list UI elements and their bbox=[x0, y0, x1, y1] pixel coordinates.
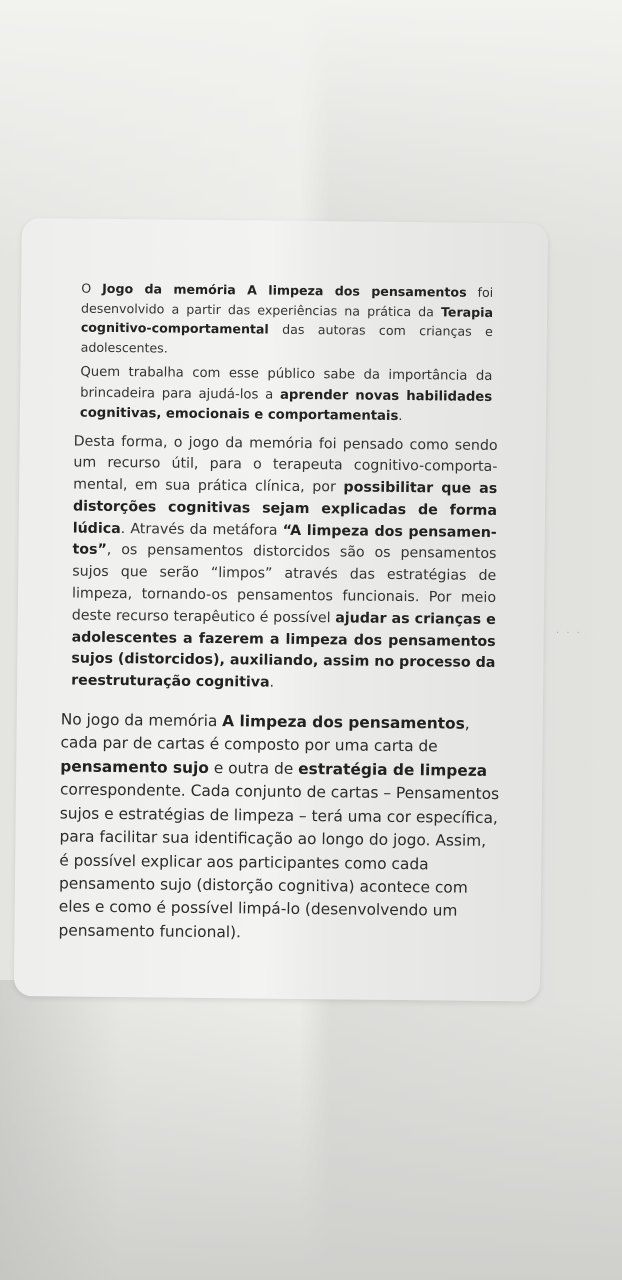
card-text-block bbox=[58, 279, 500, 947]
card-paragraph-1: O Jogo da memória A limpeza dos pensamentos foi desenvolvido a partir das experiências na prática da Terapia cognitivo-comportamental das autoras com crianças e adolescentes. bbox=[80, 280, 494, 356]
card-paragraph-2: Quem trabalha com esse público sabe da importância da brincadeira para ajudá-los a aprender novas habilidades cognitivas, emocionais e comportamentais. bbox=[79, 364, 493, 424]
card-paragraph-3: Desta forma, o jogo da memória foi pensado como sendo um recurso útil, para o terapeuta cognitivo-comportamental, em sua prática clínica, por possibilitar que as distorções cognitivas sejam explicadas de forma lúdica. Através da metáfora “A limpeza dos pensamentos”, os pensamentos distorcidos são os pensamentos sujos que serão “limpos” através das estratégias de limpeza, tornando-os pensamentos funcionais. Por meio deste recurso terapêutico é possível ajudar as crianças e adolescentes a fazerem a limpeza dos pensamentos sujos (distorcidos), auxiliando, assim no processo da reestruturação cognitiva. bbox=[71, 433, 498, 691]
card-paragraph-4: No jogo da memória A limpeza dos pensamentos, cada par de cartas é composto por uma carta de pensamento sujo e outra de estratégia de limpeza correspondente. Cada conjunto de cartas – Pensamentos sujos e estratégias de limpeza – terá uma cor específica, para facilitar sua identificação ao longo do jogo. Assim, é possível explicar aos participantes como cada pensamento sujo (distorção cognitiva) acontece com eles e como é possível limpá-lo (desenvolvendo um pensamento funcional). bbox=[58, 710, 500, 942]
background-speck-marks: · · · bbox=[556, 628, 582, 639]
game-card bbox=[14, 218, 548, 1001]
background-left-shadow bbox=[0, 980, 120, 1280]
